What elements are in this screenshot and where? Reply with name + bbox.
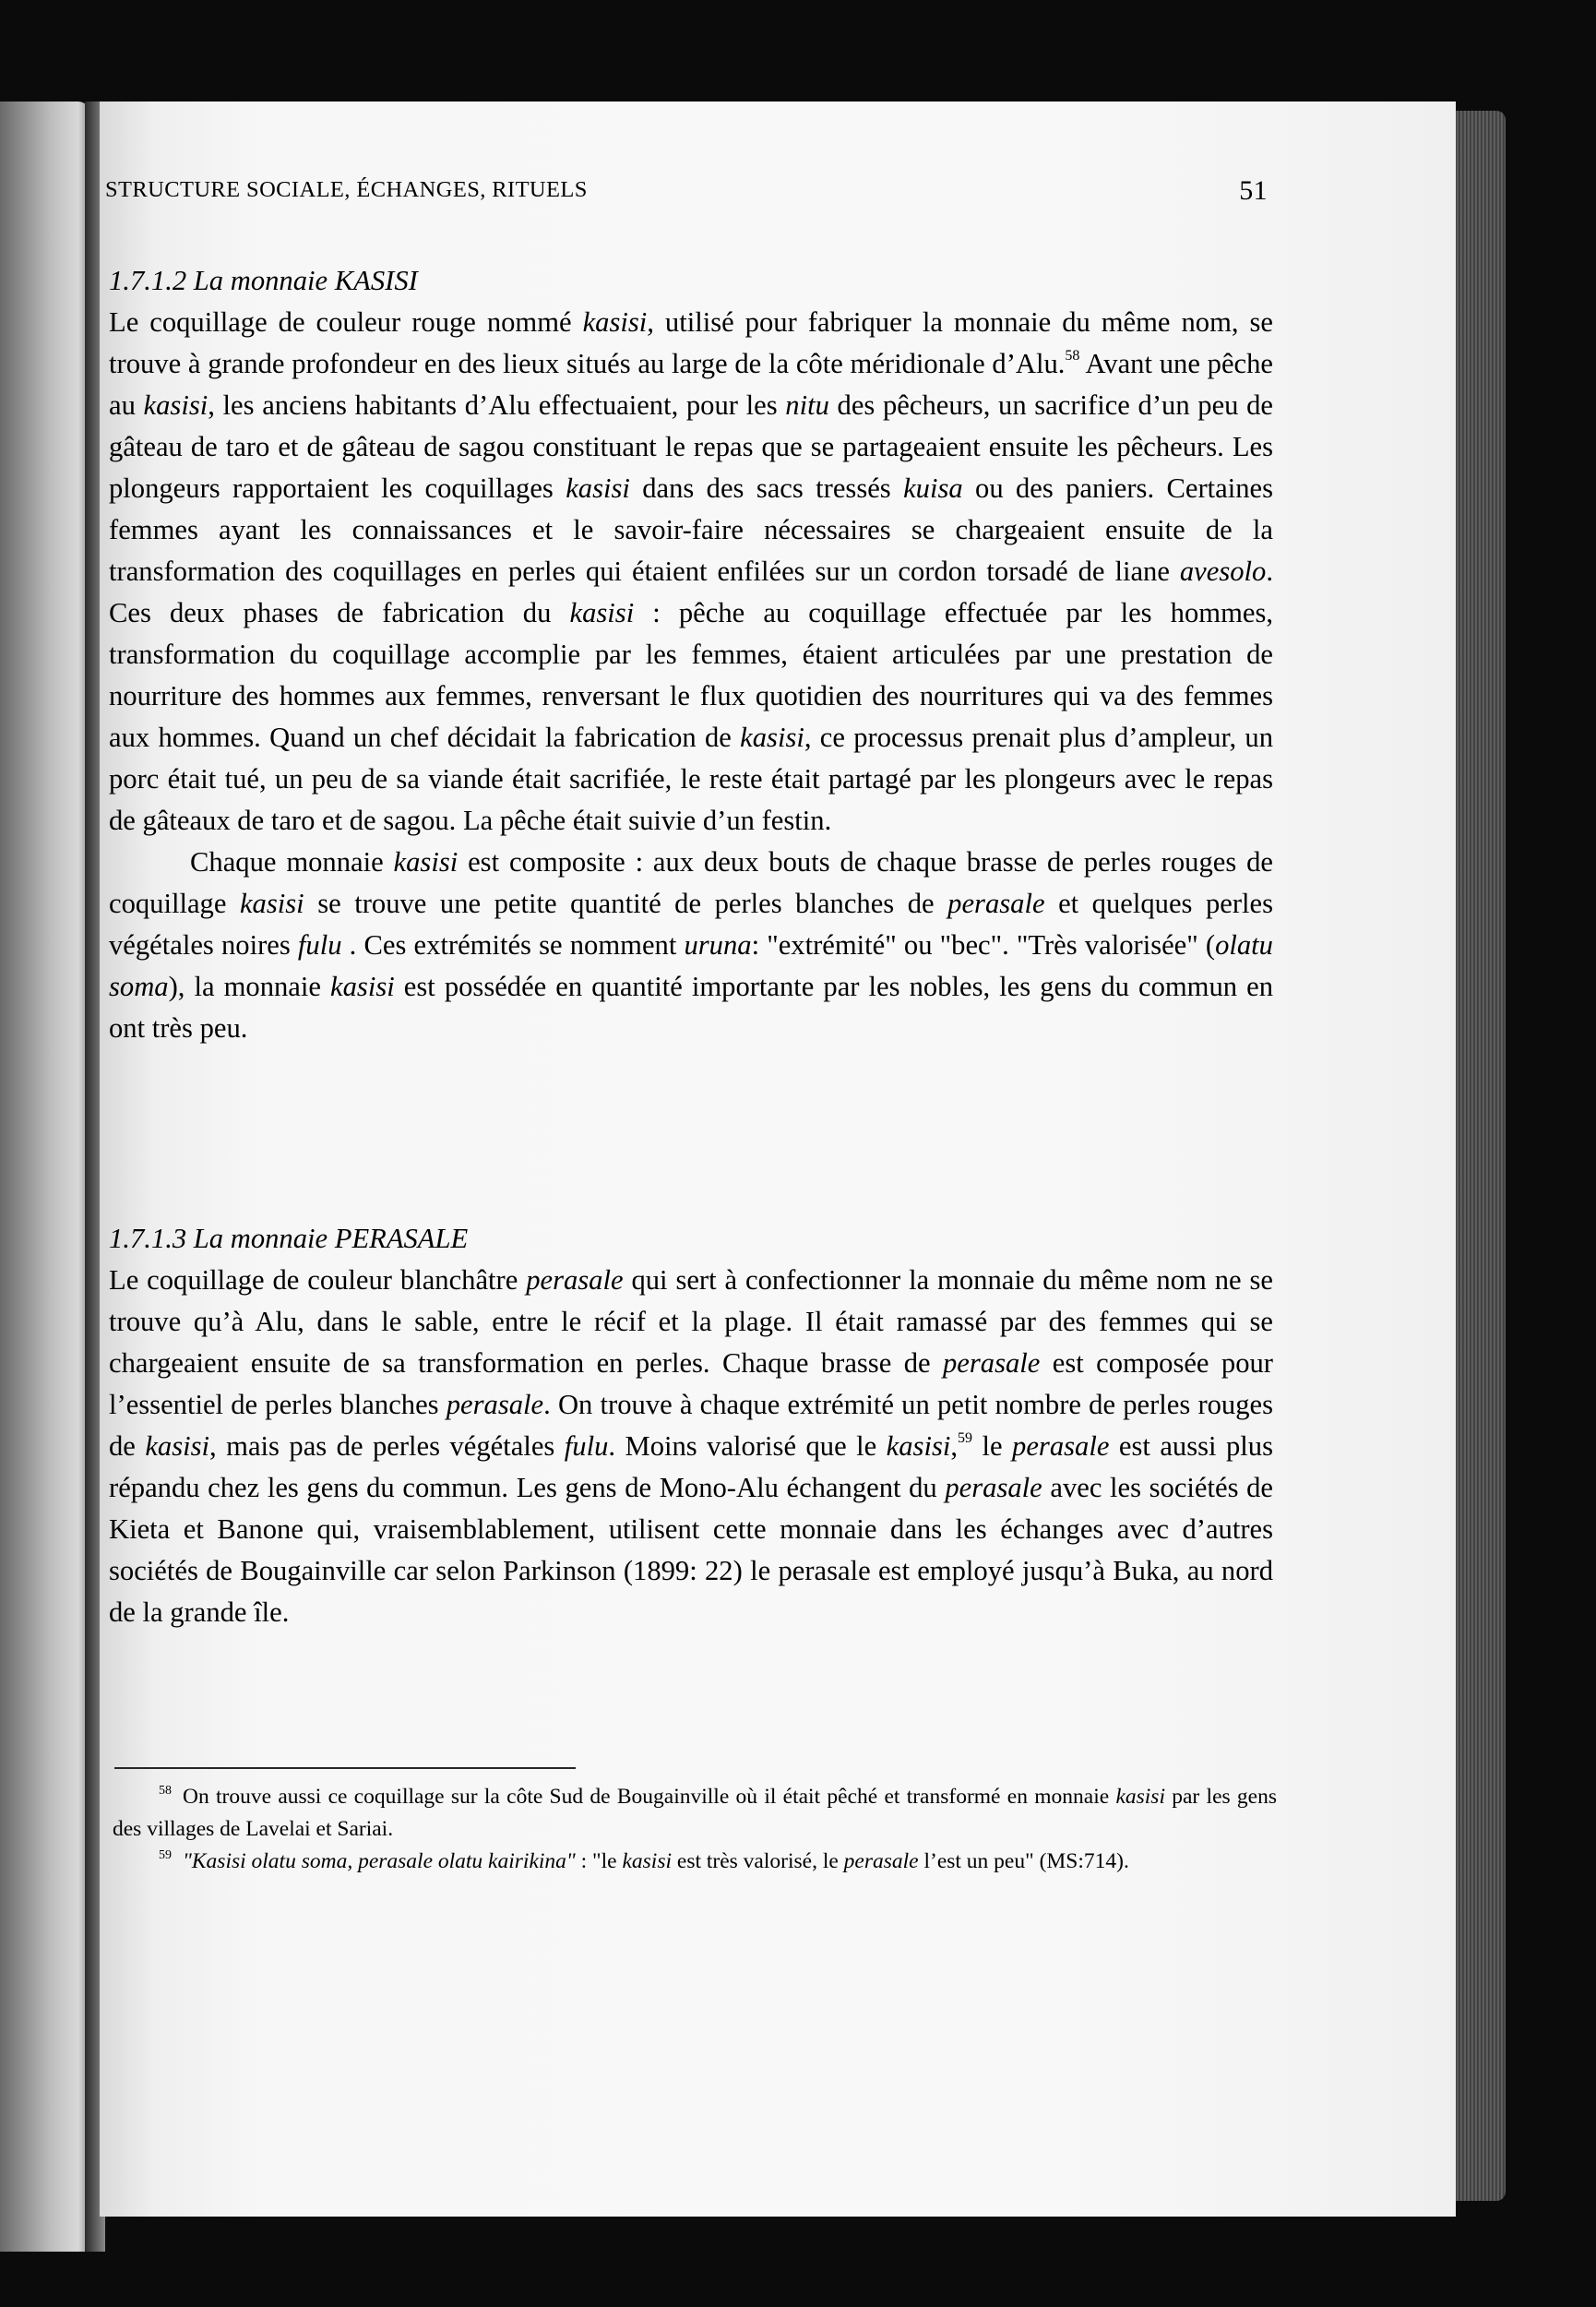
footnote-mark-58: 58 [159, 1784, 172, 1798]
footnote-ref-58[interactable]: 58 [1065, 348, 1080, 364]
footnote-ref-59[interactable]: 59 [958, 1430, 973, 1446]
footnotes [113, 1781, 1277, 1878]
running-head [105, 177, 1268, 210]
footnote-mark-59: 59 [159, 1848, 172, 1862]
footnote-58: $^{58}$ On trouve aussi ce coquillage sur la côte Sud de Bougainville où il était pêché et transformé en monnaie kasisi par les gens des villages de Lavelai et Sariai. [113, 1784, 1277, 1841]
paragraph-kasisi-2: Chaque monnaie kasisi est composite : aux deux bouts de chaque brasse de perles rouges de coquillage kasisi se trouve une petite quantité de perles blanches de perasale et quelques perles végétales noires fulu . Ces extrémités se nomment uruna: "extrémité" ou "bec". "Très valorisée" (olatu soma), la monnaie kasisi est possédée en quantité importante par les nobles, les gens du commun en ont très peu. [109, 846, 1274, 1044]
footnote-separator [114, 1767, 576, 1769]
running-head-title: STRUCTURE SOCIALE, ÉCHANGES, RITUELS [105, 177, 588, 202]
paragraph-perasale-1: Le coquillage de couleur blanchâtre perasale qui sert à confectionner la monnaie du même nom ne se trouve qu’à Alu, dans le sable, entre le récif et la plage. Il était ramassé par des femmes qui se chargeaient ensuite de sa transformation en perles. Chaque brasse de perasale est composée pour l’essentiel de perles blanches perasale. On trouve à chaque extrémité un petit nombre de perles rouges de kasisi, mais pas de perles végétales fulu. Moins valorisé que le kasisi,$^{59}$ le perasale est aussi plus répandu chez les gens du commun. Les gens de Mono-Alu échangent du perasale avec les sociétés de Kieta et Banone qui, vraisemblablement, utilisent cette monnaie dans les échanges avec d’autres sociétés de Bougainville car selon Parkinson (1899: 22) le perasale est employé jusqu’à Buka, au nord de la grande île. [109, 1264, 1274, 1628]
section-perasale [109, 1218, 1273, 1633]
paragraph-kasisi-1: Le coquillage de couleur rouge nommé kasisi, utilisé pour fabriquer la monnaie du même nom, se trouve à grande profondeur en des lieux situés au large de la côte méridionale d’Alu.$^{58}$ Avant une pêche au kasisi, les anciens habitants d’Alu effectuaient, pour les nitu des pêcheurs, un sacrifice d’un peu de gâteau de taro et de gâteau de sagou constituant le repas que se partageaient ensuite les pêcheurs. Les plongeurs rapportaient les coquillages kasisi dans des sacs tressés kuisa ou des paniers. Certaines femmes ayant les connaissances et le savoir-faire nécessaires se chargeaient ensuite de la transformation des coquillages en perles qui étaient enfilées sur un cordon torsadé de liane avesolo. Ces deux phases de fabrication du kasisi : pêche au coquillage effectuée par les hommes, transformation du coquillage accomplie par les femmes, étaient articulées par une prestation de nourriture des hommes aux femmes, renversant le flux quotidien des nourritures qui va des femmes aux hommes. Quand un chef décidait la fabrication de kasisi, ce processus prenait plus d’ampleur, un porc était tué, un peu de sa viande était sacrifiée, le reste était partagé par les plongeurs avec le repas de gâteaux de taro et de sagou. La pêche était suivie d’un festin. [109, 306, 1273, 836]
left-page-edge [0, 102, 92, 2252]
section-kasisi [109, 260, 1273, 1049]
footnote-59: $^{59}$ "Kasisi olatu soma, perasale olatu kairikina" : "le kasisi est très valorisé, le perasale l’est un peu" (MS:714). [159, 1848, 1129, 1873]
page-number: 51 [1239, 175, 1268, 206]
section-heading-kasisi: 1.7.1.2 La monnaie KASISI [109, 265, 418, 296]
section-heading-perasale: 1.7.1.3 La monnaie PERASALE [109, 1223, 469, 1254]
